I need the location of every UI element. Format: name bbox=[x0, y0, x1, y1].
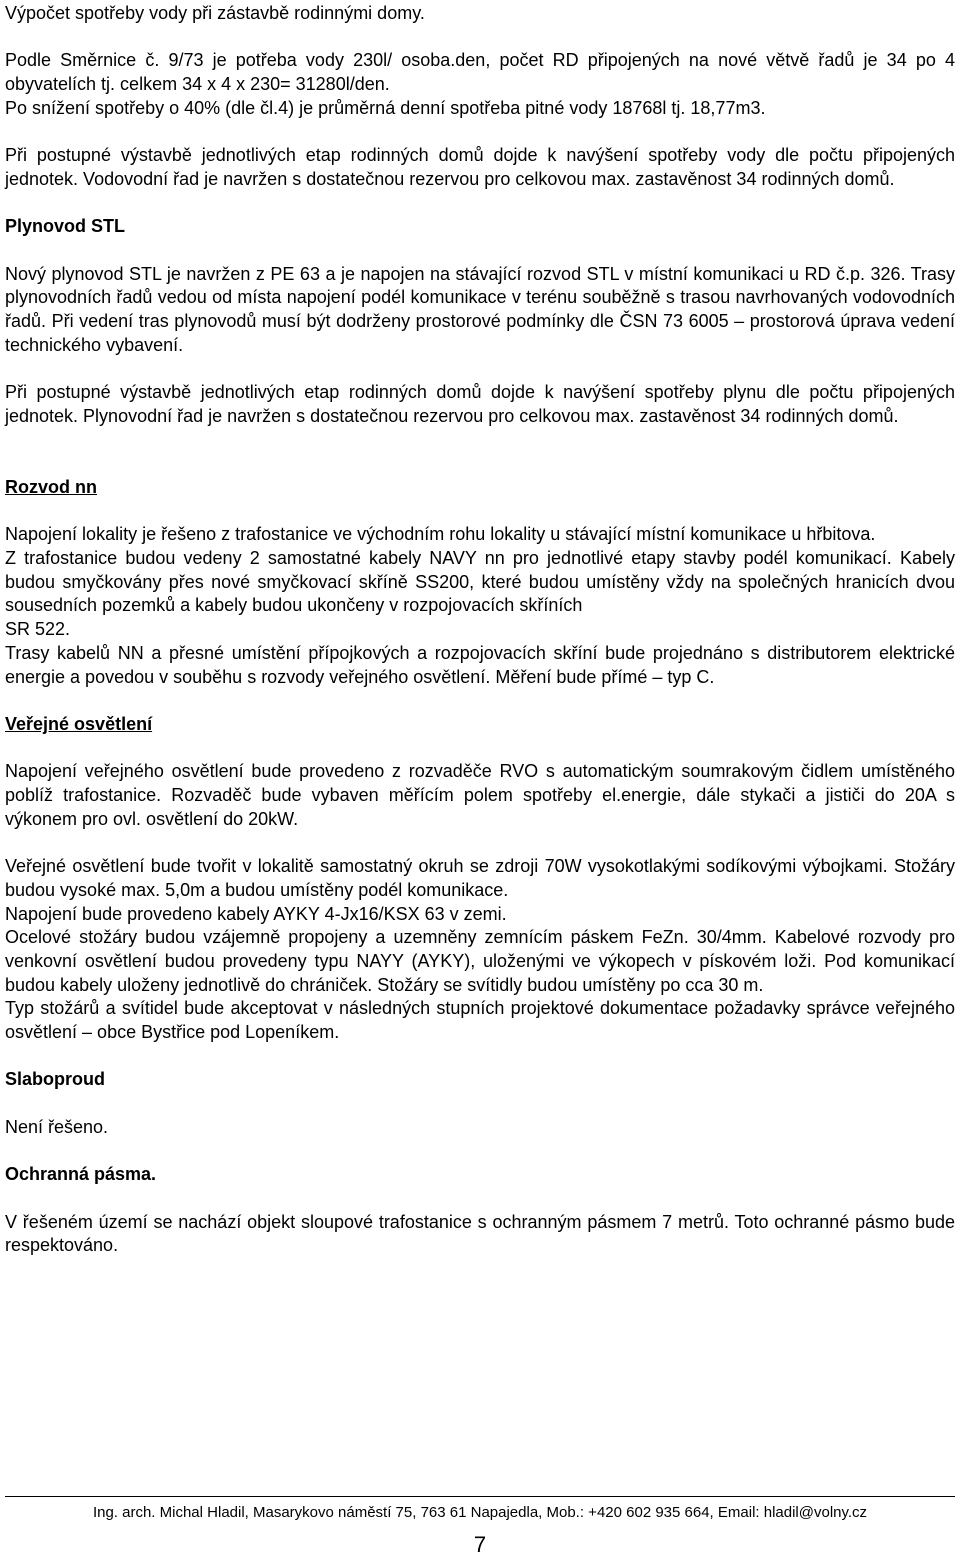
water-paragraph-1: Podle Směrnice č. 9/73 je potřeba vody 230l/ osoba.den, počet RD připojených na nové větvě řadů je 34 po 4 obyvatelích tj. celkem 34 x 4 x 230= 31280l/den. bbox=[5, 50, 955, 95]
lighting-paragraph-2: Veřejné osvětlení bude tvořit v lokalitě samostatný okruh se zdroji 70W vysokotlakými sodíkovými výbojkami. Stožáry budou vysoké max. 5,0m a budou umístěny podél komunikace. bbox=[5, 856, 955, 900]
footer-contact: Ing. arch. Michal Hladil, Masarykovo náměstí 75, 763 61 Napajedla, Mob.: +420 602 935 664, Email: hladil@volny.cz bbox=[92, 1504, 868, 1521]
power-paragraph-2: Z trafostanice budou vedeny 2 samostatné kabely NAVY nn pro jednotlivé etapy stavby podél komunikací. Kabely budou smyčkovány přes nové smyčkovací skříně SS200, které budou umístěny vždy na společných hranicích dvou sousedních pozemků a kabely budou ukončeny v rozpojovacích skříních bbox=[5, 548, 955, 616]
power-heading: Rozvod nn bbox=[5, 476, 97, 497]
gas-paragraph-1: Nový plynovod STL je navržen z PE 63 a je napojen na stávající rozvod STL v místní komunikaci u RD č.p. 326. Trasy plynovodních řadů vedou od místa napojení podél komunikace v terénu souběžně s trasou navrhovaných vodovodních řadů. Při vedení tras plynovodů musí být dodrženy prostorové podmínky dle ČSN 73 6005 – prostorová úprava vedení technického vybavení. bbox=[5, 263, 955, 355]
lighting-paragraph-5: Typ stožárů a svítidel bude akceptovat v následných stupních projektové dokumentace požadavky správce veřejného osvětlení – obce Bystřice pod Lopeníkem. bbox=[5, 998, 955, 1043]
water-heading: Výpočet spotřeby vody při zástavbě rodinnými domy. bbox=[5, 3, 425, 23]
gas-heading: Plynovod STL bbox=[5, 216, 126, 237]
lighting-paragraph-4: Ocelové stožáry budou vzájemně propojeny a uzemněny zemnícím páskem FeZn. 30/4mm. Kabelové rozvody pro venkovní osvětlení budou provedeny typu NAYY (AYKY), uloženými ve výkopech v pískovém loži. Pod komunikací budou kabely uloženy jednotlivě do chrániček. Stožáry se svítidly budou umístěny po cca 30 m. bbox=[5, 927, 955, 995]
protection-heading: Ochranná pásma. bbox=[5, 1164, 157, 1185]
lowvoltage-heading: Slaboproud bbox=[5, 1069, 105, 1090]
water-paragraph-2: Při postupné výstavbě jednotlivých etap rodinných domů dojde k navýšení spotřeby vody dle počtu připojených jednotek. Vodovodní řad je navržen s dostatečnou rezervou pro celkovou max. zastavěnost 34 rodinných domů. bbox=[5, 145, 955, 189]
protection-paragraph-1: V řešeném území se nachází objekt sloupové trafostanice s ochranným pásmem 7 metrů. Toto ochranné pásmo bude respektováno. bbox=[5, 1211, 955, 1256]
power-paragraph-3: Trasy kabelů NN a přesné umístění přípojkových a rozpojovacích skříní bude projednáno s distributorem elektrické energie a povedou v souběhu s rozvody veřejného osvětlení. Měření bude přímé – typ C. bbox=[5, 642, 955, 687]
lighting-paragraph-3: Napojení bude provedeno kabely AYKY 4-Jx16/KSX 63 v zemi. bbox=[5, 903, 507, 924]
lighting-paragraph-1: Napojení veřejného osvětlení bude provedeno z rozvaděče RVO s automatickým soumrakovým čidlem umístěného poblíž trafostanice. Rozvaděč bude vybaven měřícím polem spotřeby el.energie, dále stykači a jističi do 20A s výkonem pro ovl. osvětlení do 20kW. bbox=[5, 761, 955, 829]
water-paragraph-1b: Po snížení spotřeby o 40% (dle čl.4) je průměrná denní spotřeba pitné vody 18768l tj. 18,77m3. bbox=[5, 97, 766, 118]
power-paragraph-2b: SR 522. bbox=[5, 619, 71, 640]
footer-divider bbox=[5, 1496, 955, 1497]
page-number: 7 bbox=[473, 1532, 487, 1557]
gas-paragraph-2: Při postupné výstavbě jednotlivých etap rodinných domů dojde k navýšení spotřeby plynu dle počtu připojených jednotek. Plynovodní řad je navržen s dostatečnou rezervou pro celkovou max. zastavěnost 34 rodinných domů. bbox=[5, 382, 955, 426]
document-page bbox=[5, 0, 955, 1258]
lowvoltage-paragraph-1: Není řešeno. bbox=[5, 1116, 109, 1137]
lighting-heading: Veřejné osvětlení bbox=[5, 713, 153, 734]
power-paragraph-1: Napojení lokality je řešeno z trafostanice ve východním rohu lokality u stávající místní komunikace u hřbitova. bbox=[5, 524, 876, 545]
